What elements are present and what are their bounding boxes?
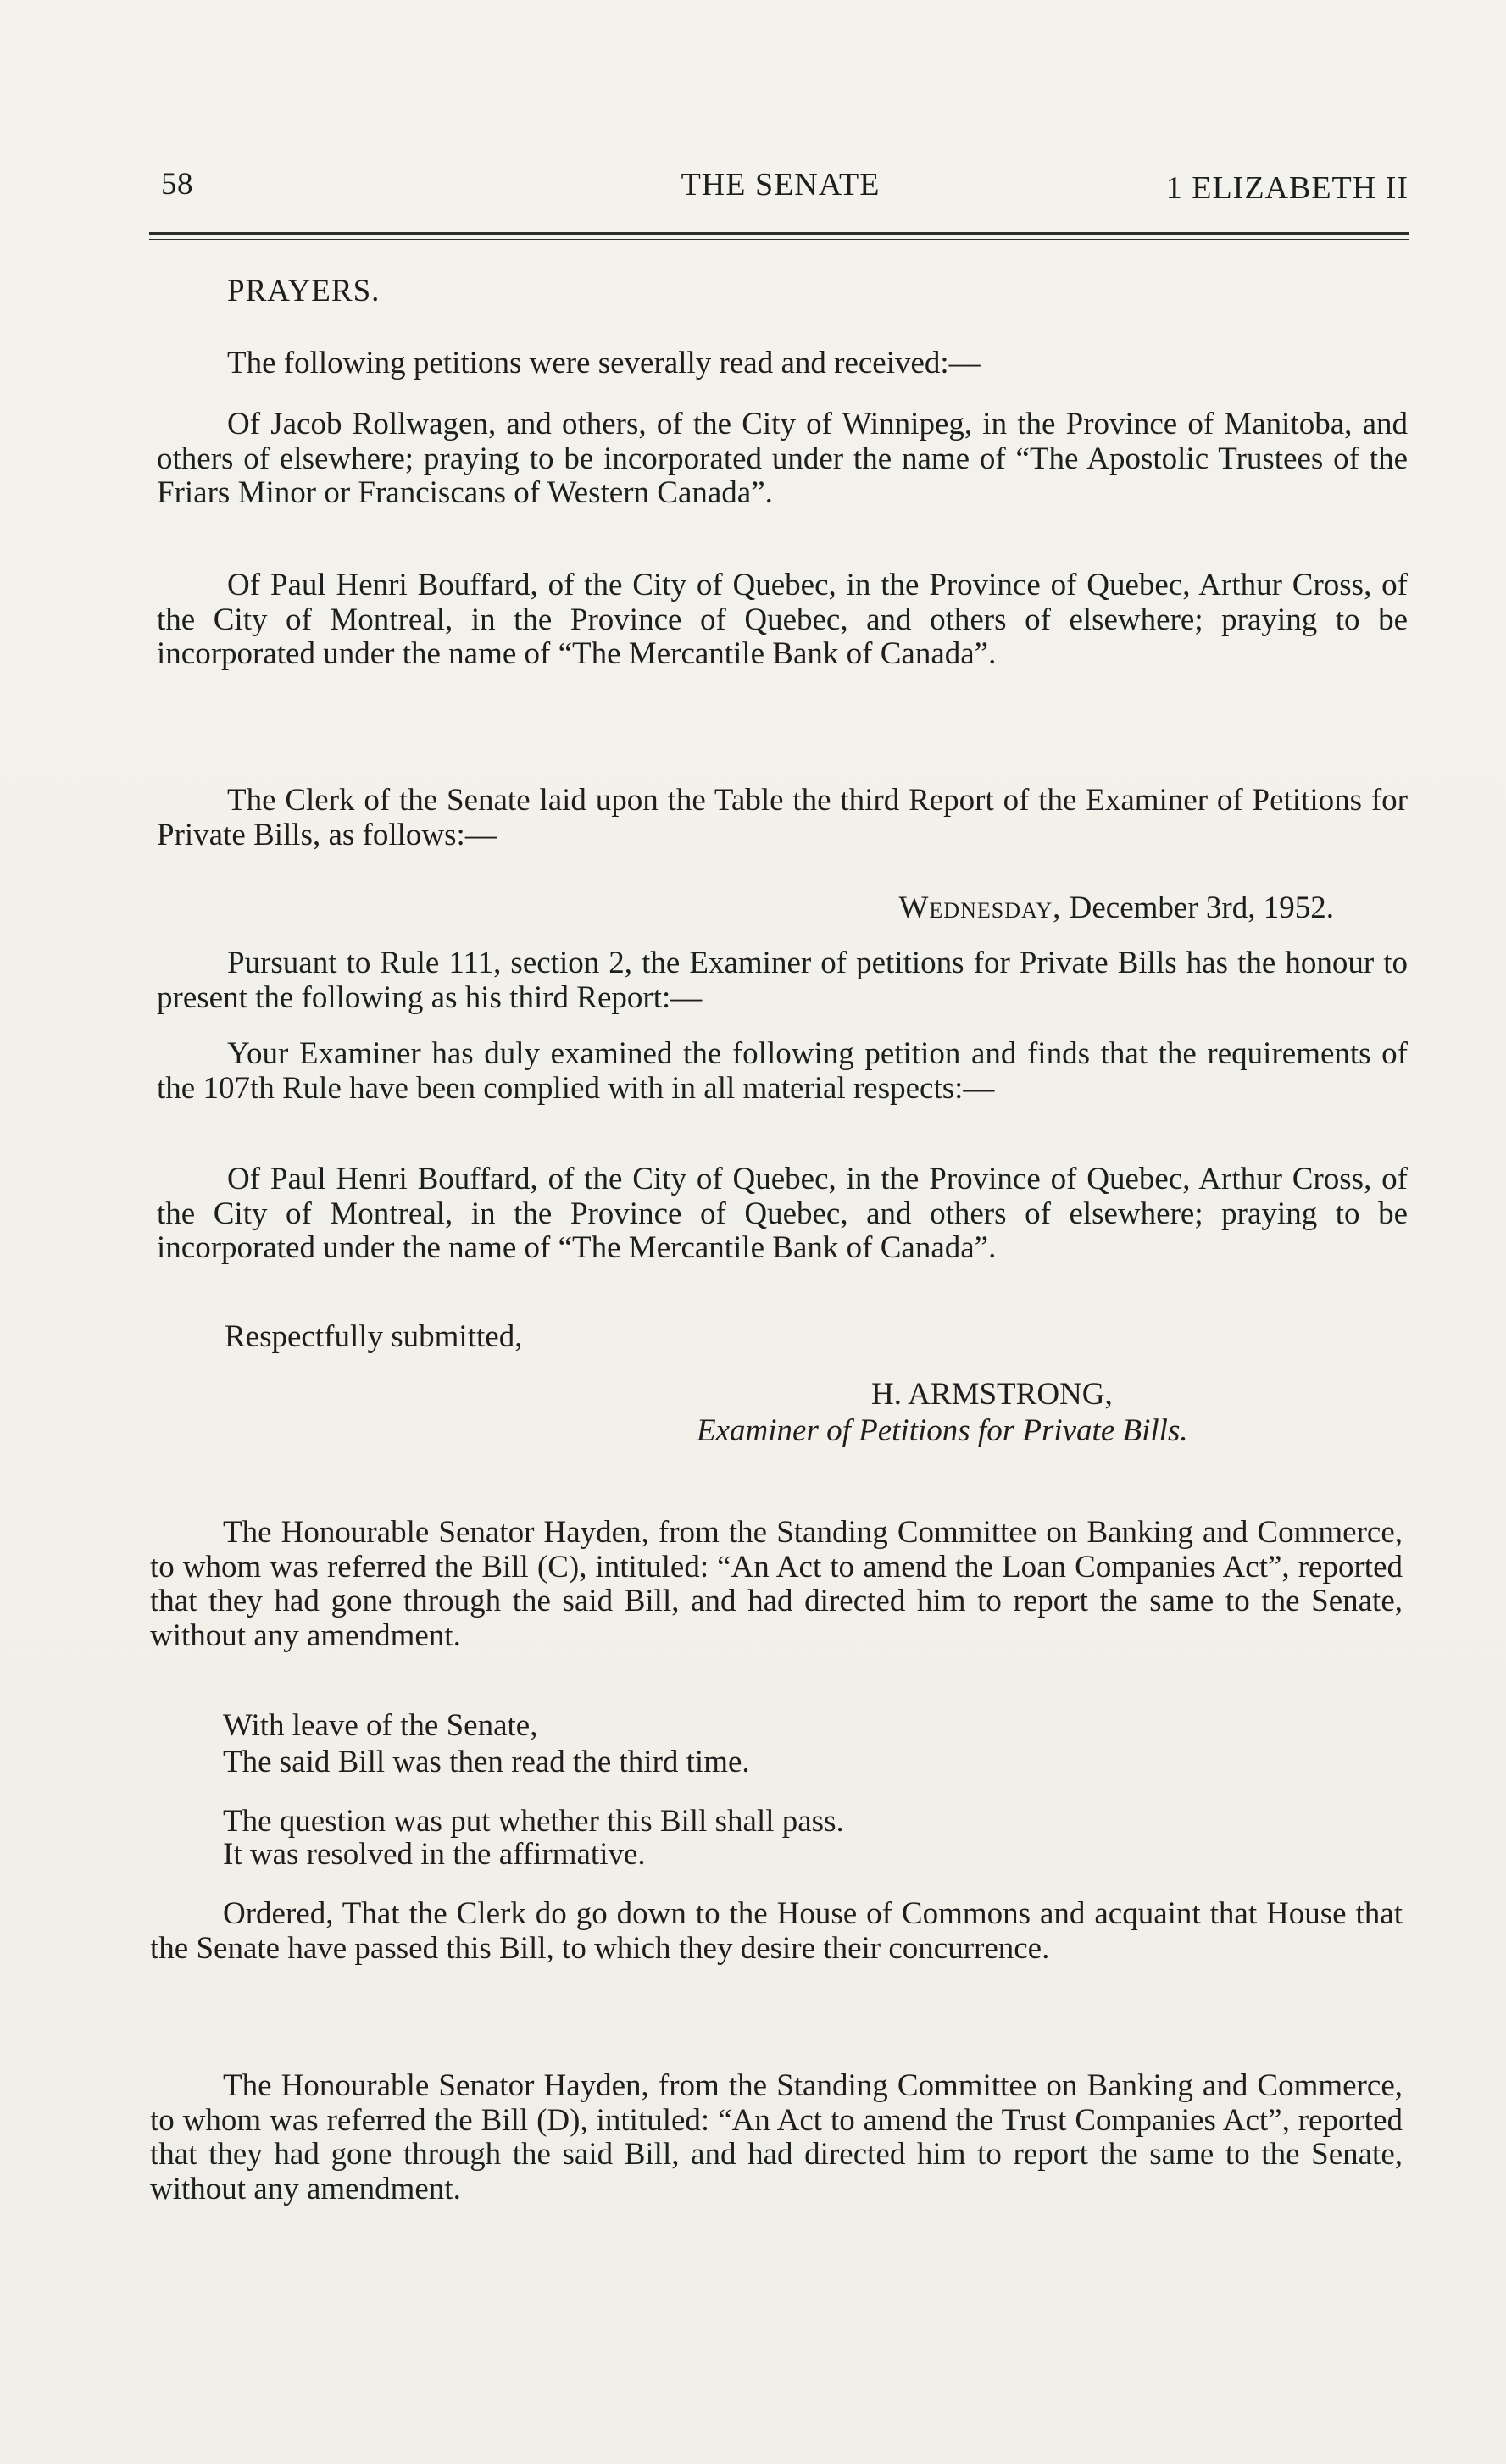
signatory-title: Examiner of Petitions for Private Bills. bbox=[697, 1413, 1188, 1448]
report-date-day: Wednesday, bbox=[898, 891, 1062, 925]
leave-line: With leave of the Senate, bbox=[223, 1708, 538, 1743]
report-paragraph: Pursuant to Rule 111, section 2, the Examiner of petitions for Private Bills has the honour to present the following as his third Report:— bbox=[157, 946, 1408, 1015]
header-rule-thin bbox=[149, 239, 1409, 240]
page-header bbox=[153, 166, 1409, 217]
report-date bbox=[899, 891, 1335, 926]
question-line: The question was put whether this Bill shall pass. bbox=[223, 1804, 844, 1839]
report-date-rest: December 3rd, 1952. bbox=[1061, 891, 1334, 925]
header-rule-thick bbox=[149, 232, 1409, 235]
third-reading-line: The said Bill was then read the third time. bbox=[223, 1745, 750, 1779]
page-number: 58 bbox=[161, 167, 193, 202]
section-heading: PRAYERS. bbox=[227, 274, 381, 308]
petitions-intro: The following petitions were severally read and received:— bbox=[227, 346, 981, 380]
running-title: THE SENATE bbox=[681, 167, 881, 203]
closing-line: Respectfully submitted, bbox=[225, 1319, 523, 1354]
report-paragraph: Your Examiner has duly examined the following petition and finds that the requirements of the 107th Rule have been complied with in all material respects:— bbox=[157, 1036, 1408, 1106]
session-label: 1 ELIZABETH II bbox=[1165, 170, 1409, 206]
committee-report-bill-c: The Honourable Senator Hayden, from the Standing Committee on Banking and Commerce, to whom was referred the Bill (C), intituled: “An Act to amend the Loan Companies Act”, reported that they had gone through the said Bill, and had directed him to report the same to the Senate, without any amendment. bbox=[150, 1515, 1403, 1653]
clerk-statement: The Clerk of the Senate laid upon the Table the third Report of the Examiner of Petitions for Private Bills, as follows:— bbox=[157, 783, 1408, 852]
signatory-name: H. ARMSTRONG, bbox=[871, 1377, 1113, 1412]
petition-paragraph: Of Paul Henri Bouffard, of the City of Quebec, in the Province of Quebec, Arthur Cross, of the City of Montreal, in the Province of Quebec, and others of elsewhere; praying to be incorporated under the name of “The Mercantile Bank of Canada”. bbox=[157, 568, 1408, 671]
resolution-line: It was resolved in the affirmative. bbox=[223, 1837, 646, 1872]
ordered-paragraph: Ordered, That the Clerk do go down to the House of Commons and acquaint that House that the Senate have passed this Bill, to which they desire their concurrence. bbox=[150, 1896, 1403, 1966]
petition-paragraph: Of Jacob Rollwagen, and others, of the City of Winnipeg, in the Province of Manitoba, and others of elsewhere; praying to be incorporated under the name of “The Apostolic Trustees of the Friars Minor or Franciscans of Western Canada”. bbox=[157, 407, 1408, 510]
report-paragraph: Of Paul Henri Bouffard, of the City of Quebec, in the Province of Quebec, Arthur Cross, of the City of Montreal, in the Province of Quebec, and others of elsewhere; praying to be incorporated under the name of “The Mercantile Bank of Canada”. bbox=[157, 1162, 1408, 1265]
committee-report-bill-d: The Honourable Senator Hayden, from the Standing Committee on Banking and Commerce, to whom was referred the Bill (D), intituled: “An Act to amend the Trust Companies Act”, reported that they had gone through the said Bill, and had directed him to report the same to the Senate, without any amendment. bbox=[150, 2068, 1403, 2206]
